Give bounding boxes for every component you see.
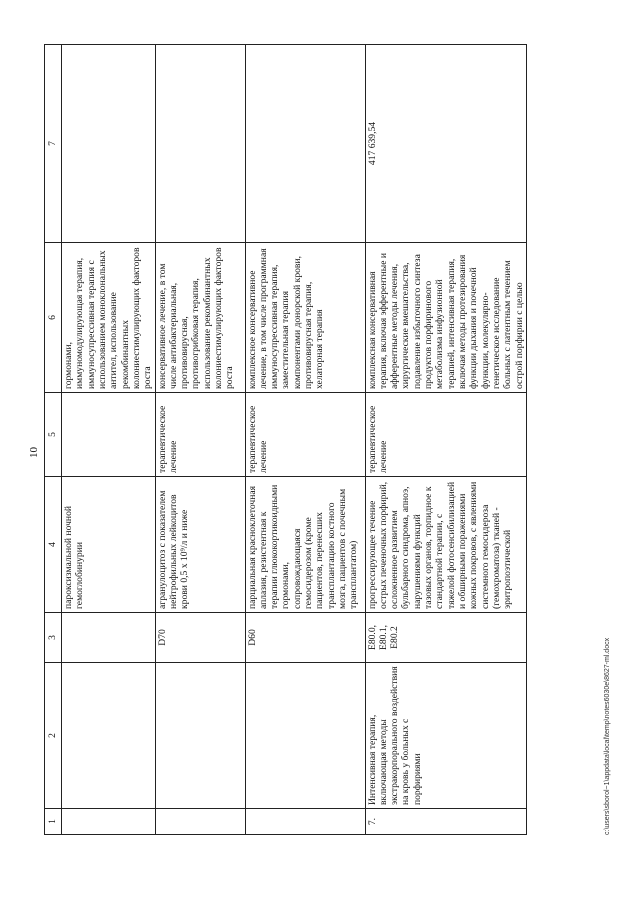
treatment-table	[44, 44, 527, 835]
cost-cell	[62, 45, 156, 243]
treatment-type-cell: терапевтическое лечение	[365, 393, 526, 477]
header-cell-7: 7	[45, 45, 62, 243]
header-cell-6: 6	[45, 243, 62, 393]
method-name-cell	[62, 663, 156, 809]
header-row	[45, 45, 62, 835]
icd-code-cell: E80.0, E80.1, E80.2	[365, 613, 526, 663]
treatment-method-cell: гормонами, иммуномодулирующая терапия, иммуносупрессивная терапия с использованием моноклональных антител, использование рекомбинантных колониестимулирующих факторов роста	[62, 243, 156, 393]
header-cell-2: 2	[45, 663, 62, 809]
treatment-type-cell	[62, 393, 156, 477]
table-row	[245, 45, 365, 835]
method-name-cell: Интенсивная терапия, включающая методы экстракорпорального воздействия на кровь у больных с порфириями	[365, 663, 526, 809]
icd-code-cell	[62, 613, 156, 663]
treatment-type-cell: терапевтическое лечение	[155, 393, 245, 477]
cost-cell	[155, 45, 245, 243]
patient-model-cell: прогрессирующее течение острых печеночных порфирий, осложненное развитием бульбарного синдрома, апноэ, нарушениями функций тазовых органов, торпидное к стандартной терапии, с тяжелой фотосенсибилизацией и обширными поражениями кожных покровов, с явлениями системного гемосидероза (гемохроматоза) тканей - эритропоэтической	[365, 477, 526, 613]
table-row	[155, 45, 245, 835]
row-number-cell: 7.	[365, 809, 526, 835]
document-file-path: c:\users\sborol~1\appdata\local\temp\notes6030e\8627-ml.docx	[604, 637, 611, 835]
row-number-cell	[245, 809, 365, 835]
patient-model-cell: агранулоцитоз с показателем нейтрофильных лейкоцитов крови 0,5 х 10⁹/л и ниже	[155, 477, 245, 613]
treatment-method-cell: комплексное консервативное лечение, в том числе программная иммуносупрессивная терапия, заместительная терапия компонентами донорской крови, противовирусная терапия, хелаторная терапия	[245, 243, 365, 393]
table-row	[365, 45, 526, 835]
treatment-type-cell: терапевтическое лечение	[245, 393, 365, 477]
icd-code-cell: D70	[155, 613, 245, 663]
row-number-cell	[62, 809, 156, 835]
header-cell-1: 1	[45, 809, 62, 835]
method-name-cell	[245, 663, 365, 809]
treatment-table-wrapper	[44, 45, 600, 835]
patient-model-cell: парциальная красноклеточная аплазия, резистентная к терапии глюкокортикоидными гормонами, сопровождающаяся гемосидерозом (кроме пациентов, перенесших трансплантацию костного мозга, пациентов с почечным трансплантатом)	[245, 477, 365, 613]
row-number-cell	[155, 809, 245, 835]
cost-cell	[245, 45, 365, 243]
header-cell-5: 5	[45, 393, 62, 477]
treatment-method-cell: комплексная консервативная терапия, включая эфферентные и афферентные методы лечения, хирургические вмешательства, подавление избыточного синтеза продуктов порфиринового метаболизма инфузионной терапией, интенсивная терапия, включая методы протезирования функции дыхания и почечной функции, молекулярно-генетическое исследование больных с латентным течением острой порфирии с целью	[365, 243, 526, 393]
cost-cell: 417 639,54	[365, 45, 526, 243]
icd-code-cell: D60	[245, 613, 365, 663]
header-cell-3: 3	[45, 613, 62, 663]
table-row	[62, 45, 156, 835]
patient-model-cell: пароксизмальной ночной гемоглобинурии	[62, 477, 156, 613]
method-name-cell	[155, 663, 245, 809]
header-cell-4: 4	[45, 477, 62, 613]
page-number: 10	[28, 447, 40, 458]
treatment-method-cell: консервативное лечение, в том числе антибактериальная, противовирусная, противогрибковая терапия, использование рекомбинантных колониестимулирующих факторов роста	[155, 243, 245, 393]
